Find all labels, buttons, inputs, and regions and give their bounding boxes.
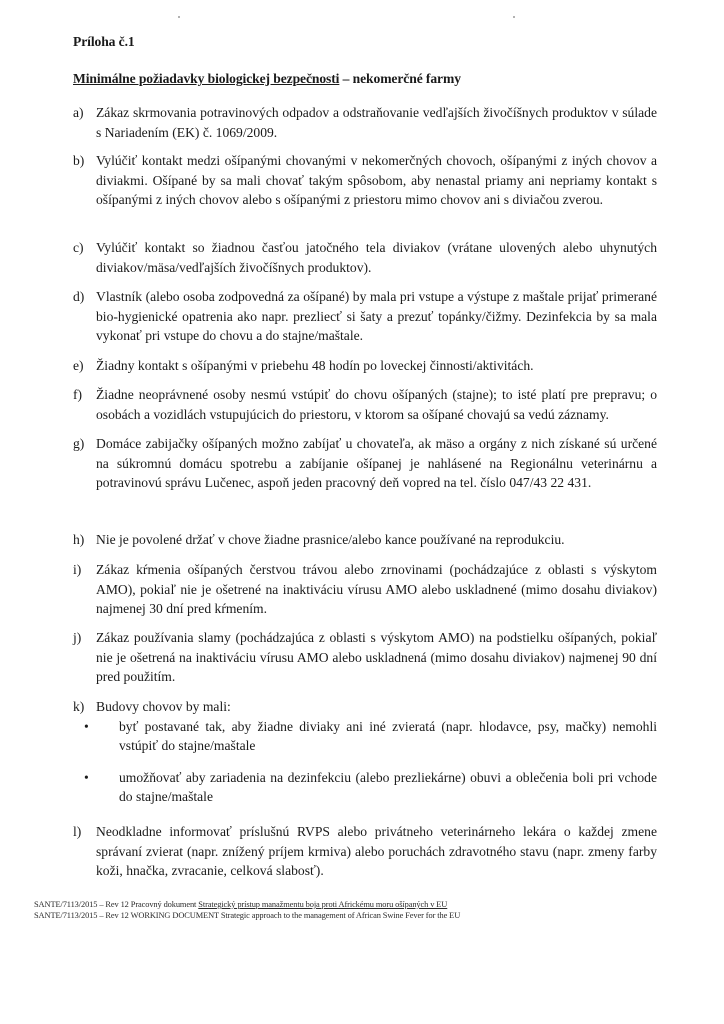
item-text: Žiadne neoprávnené osoby nesmú vstúpiť do chovu ošípaných (stajne); to isté platí pre prepravu; o osobách a vozidlách vstupujúcich do priestoru, v ktorom sa ošípané chovajú sa vedú záznamy. bbox=[96, 387, 657, 422]
footer-line-en: SANTE/7113/2015 – Rev 12 WORKING DOCUMENT Strategic approach to the management of African Swine Fever for the EU bbox=[34, 910, 461, 920]
bullet-dot-icon: • bbox=[84, 718, 89, 734]
section-heading-underlined: Minimálne požiadavky biologickej bezpečnosti bbox=[73, 71, 340, 86]
item-label: h) bbox=[73, 532, 85, 547]
item-body bbox=[84, 697, 657, 807]
item-label: b) bbox=[73, 153, 85, 168]
list-item-i bbox=[73, 560, 657, 619]
page-footer bbox=[34, 900, 460, 921]
bullet-list bbox=[73, 717, 657, 807]
list-item-k bbox=[73, 697, 657, 807]
item-text: Neodkladne informovať príslušnú RVPS alebo privátneho veterinárneho lekára o každej zmene správaní zvierat (napr. znížený príjem krmiva) alebo poruchách zdravotného stavu (napr. zmeny farby koži, hnačka, zvracanie, celková slabosť). bbox=[96, 824, 657, 878]
section-heading bbox=[73, 71, 461, 87]
item-label: c) bbox=[73, 240, 84, 255]
footer-title-sk: Strategický prístup manažmentu boja proti Africkému moru ošípaných v EU bbox=[198, 900, 448, 909]
bullet-item bbox=[73, 768, 657, 807]
item-label: d) bbox=[73, 289, 85, 304]
bullet-dot-icon: • bbox=[84, 769, 89, 785]
list-item-l bbox=[73, 822, 657, 881]
scan-speck bbox=[513, 16, 515, 18]
section-heading-rest: – nekomerčné farmy bbox=[339, 71, 461, 86]
list-item-d bbox=[73, 287, 657, 346]
footer-ref-sk: SANTE/7113/2015 – Rev 12 Pracovný dokument bbox=[34, 900, 199, 909]
item-text: Budovy chovov by mali: bbox=[96, 699, 231, 714]
item-label: e) bbox=[73, 358, 84, 373]
item-label: j) bbox=[73, 630, 82, 645]
item-label: a) bbox=[73, 105, 84, 120]
item-text: Zákaz kŕmenia ošípaných čerstvou trávou alebo zrnovinami (pochádzajúce z oblasti s výskytom AMO), pokiaľ nie je ošetrené na inaktiváciu vírusu AMO alebo uskladnené (mimo dosahu diviakov) najmenej 30 dní pred kŕmením. bbox=[96, 562, 657, 616]
bullet-text: byť postavané tak, aby žiadne diviaky ani iné zvieratá (napr. hlodavce, psy, mačky) nemohli vstúpiť do stajne/maštale bbox=[119, 718, 657, 753]
list-item-c bbox=[73, 238, 657, 277]
bullet-item bbox=[73, 717, 657, 756]
item-text: Vylúčiť kontakt medzi ošípanými chovanými v nekomerčných chovoch, ošípanými z iných chovov a diviakmi. Ošípané by sa mali chovať takým spôsobom, aby nenastal priamy ani nepriamy kontakt s ošípanými z iných chovov alebo s ošípanými z priestoru mimo chovov ani s diviačou zverou. bbox=[96, 153, 657, 207]
item-text: Vylúčiť kontakt so žiadnou časťou jatočného tela diviakov (vrátane ulovených alebo uhynutých diviakov/mäsa/vedľajších živočíšnych produktov). bbox=[96, 240, 657, 275]
annex-title: Príloha č.1 bbox=[73, 34, 135, 49]
item-text: Zákaz používania slamy (pochádzajúca z oblasti s výskytom AMO) na podstielku ošípaných, pokiaľ nie je ošetrená na inaktiváciu vírusu AMO alebo uskladnená (mimo dosahu diviakov) najmenej 90 dní pred použitím. bbox=[96, 630, 657, 684]
item-text: Nie je povolené držať v chove žiadne prasnice/alebo kance používané na reprodukciu. bbox=[96, 532, 565, 547]
footer-line-sk bbox=[34, 900, 460, 911]
list-item-j bbox=[73, 628, 657, 687]
list-item-g bbox=[73, 434, 657, 493]
bullet-text: umožňovať aby zariadenia na dezinfekciu (alebo prezliekárne) obuvi a oblečenia boli pri vchode do stajne/maštale bbox=[119, 769, 657, 804]
item-label: l) bbox=[73, 824, 82, 839]
list-item-e bbox=[73, 356, 657, 376]
item-text: Zákaz skrmovania potravinových odpadov a odstraňovanie vedľajších živočíšnych produktov v súlade s Nariadením (EK) č. 1069/2009. bbox=[96, 105, 657, 140]
list-item-f bbox=[73, 385, 657, 424]
list-item-b bbox=[73, 151, 657, 210]
item-text: Domáce zabijačky ošípaných možno zabíjať u chovateľa, ak mäso a orgány z nich získané sú určené na súkromnú domácu spotrebu a zabíjanie ošípanej je nahlásené na Regionálnu veterinárnu a potravinovú správu Lučenec, aspoň jeden pracovný deň vopred na tel. číslo 047/43 22 431. bbox=[96, 436, 657, 490]
item-label: f) bbox=[73, 387, 83, 402]
item-label: i) bbox=[73, 562, 82, 577]
list-item-a bbox=[73, 103, 657, 142]
item-text: Vlastník (alebo osoba zodpovedná za ošípané) by mala pri vstupe a výstupe z maštale prijať primerané bio-hygienické opatrenia ako napr. prezliecť si šaty a prezuť topánky/čižmy. Dezinfekcia by sa mala vykonať pri vstupe do chovu a do stajne/maštale. bbox=[96, 289, 657, 343]
scan-speck bbox=[178, 16, 180, 18]
item-label: g) bbox=[73, 436, 85, 451]
list-item-h bbox=[73, 530, 657, 550]
item-text: Žiadny kontakt s ošípanými v priebehu 48 hodín po loveckej činnosti/aktivitách. bbox=[96, 358, 534, 373]
item-label: k) bbox=[73, 699, 85, 714]
